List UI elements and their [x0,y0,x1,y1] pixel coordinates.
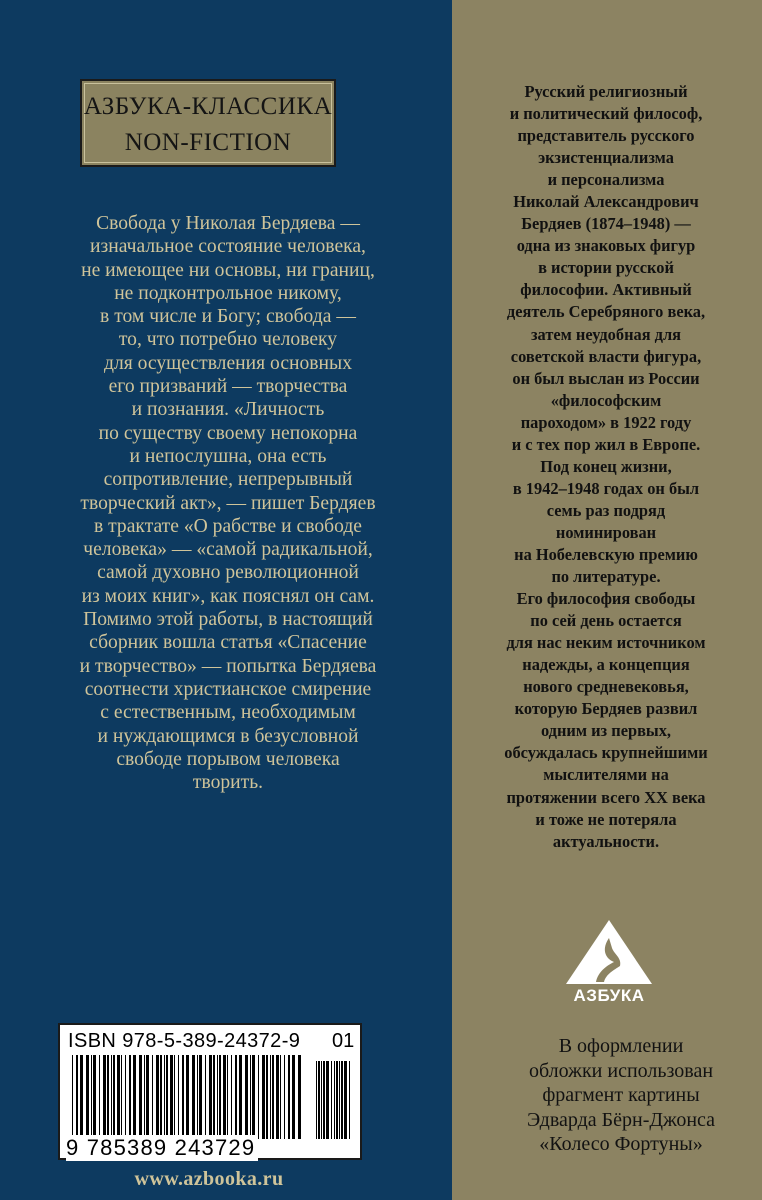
author-description-line: пароходом» в 1922 году [520,412,692,432]
description-line: сборник вошла статья «Спасение [89,632,367,654]
author-description-line: Бердяев (1874–1948) — [521,214,691,234]
description-line: из моих книг», как пояснял он сам. [81,585,375,607]
description-line: не подконтрольное никому, [114,282,342,304]
author-description-line: номинирован [555,522,657,542]
credits-line: Эдварда Бёрн-Джонса [526,1108,716,1131]
azbuka-logo-icon [556,918,662,986]
author-description-line: Под конец жизни, [540,456,672,476]
barcode-addon: 01 [332,1030,355,1052]
author-description-line: представитель русского [517,126,695,146]
barcode-image [72,1055,352,1139]
author-description-line: в 1942–1948 годах он был [512,478,700,498]
author-description-line: Его философия свободы [516,589,696,609]
author-description-line: Русский религиозный [524,82,688,101]
description-line: в том числе и Богу; свобода — [100,306,356,328]
author-description-line: обсуждалась крупнейшими [504,743,708,763]
author-description-line: философии. Активный [520,280,692,300]
author-description-line: Николай Александрович [513,192,699,212]
author-description-line: актуальности. [552,831,660,851]
author-description-line: протяжении всего XX века [506,787,706,807]
description-line: сопротивление, непрерывный [103,469,353,491]
credits-line: В оформлении [558,1035,684,1057]
description-line: Помимо этой работы, в настоящий [83,609,373,631]
description-line: в трактате «О рабстве и свободе [93,515,363,537]
description-line: для осуществления основных [103,352,353,374]
description-line: свободе порывом человека [116,748,340,770]
author-description-line: семь раз подряд [546,500,666,520]
cover-art-credits [486,1034,756,1157]
author-description-line: по литературе. [551,567,661,587]
publisher-name: АЗБУКА [573,986,645,1005]
credits-line: фрагмент картины [542,1084,700,1106]
author-description-line: и политический философ, [509,104,703,124]
description-line: по существу своему непокорна [98,422,358,444]
series-subtitle: NON-FICTION [124,129,292,156]
credits-line: обложки использован [528,1059,714,1082]
author-description-line: для нас неким источником [506,633,706,653]
author-description-line: и с тех пор жил в Европе. [511,434,701,454]
credits-line: «Колесо Фортуны» [539,1133,703,1155]
website-url[interactable]: www.azbooka.ru [134,1168,284,1190]
author-description-line: в истории русской [538,258,674,278]
description-line: самой духовно революционной [97,562,359,584]
description-line: с естественным, необходимым [100,702,356,724]
author-description-line: которую Бердяев развил [514,699,698,719]
publisher-logo [556,918,662,1008]
author-description-line: надежды, а концепция [522,655,690,675]
description-line: не имеющее ни основы, ни границ, [81,259,375,281]
series-title: АЗБУКА-КЛАССИКА [83,93,333,120]
description-line: изначальное состояние человека, [90,236,366,258]
description-line: соотнести христианское смирение [84,678,372,700]
author-description-line: экзистенциализма [538,148,674,168]
series-label-box [80,79,336,167]
description-line: творческий акт», — пишет Бердяев [80,492,376,514]
author-description-line: на Нобелевскую премию [514,544,698,564]
author-description-line: советской власти фигура, [510,346,702,366]
barcode-box [58,1023,362,1160]
author-description-line: одна из знаковых фигур [516,236,696,256]
author-description-line: и персонализма [547,170,665,190]
ean-digits: 9 785389 243729 [66,1135,258,1161]
author-description-line: одним из первых, [540,721,672,741]
author-description [468,81,744,853]
author-description-line: нового средневековья, [523,677,689,697]
author-description-line: «философским [550,390,662,410]
author-description-line: по сей день остается [530,611,682,631]
author-description-line: затем неудобная для [530,324,682,344]
description-line: его призваний — творчества [108,376,348,398]
description-line: и творчество» — попытка Бердяева [79,655,377,677]
description-line: то, что потребно человеку [118,329,338,351]
isbn-number: ISBN 978-5-389-24372-9 [68,1030,301,1052]
description-line: творить. [192,772,264,794]
description-line: и нуждающимся в безусловной [97,725,359,747]
description-line: Свобода у Николая Бердяева — [96,213,360,234]
description-line: человека» — «самой радикальной, [83,539,373,561]
author-description-line: и тоже не потеряла [535,809,677,829]
author-description-line: мыслителями на [543,765,669,785]
description-line: и непослушна, она есть [129,445,327,467]
author-description-line: деятель Серебряного века, [506,302,706,322]
description-line: и познания. «Личность [131,399,325,421]
author-description-line: он был выслан из России [512,368,700,388]
book-description [48,212,408,794]
